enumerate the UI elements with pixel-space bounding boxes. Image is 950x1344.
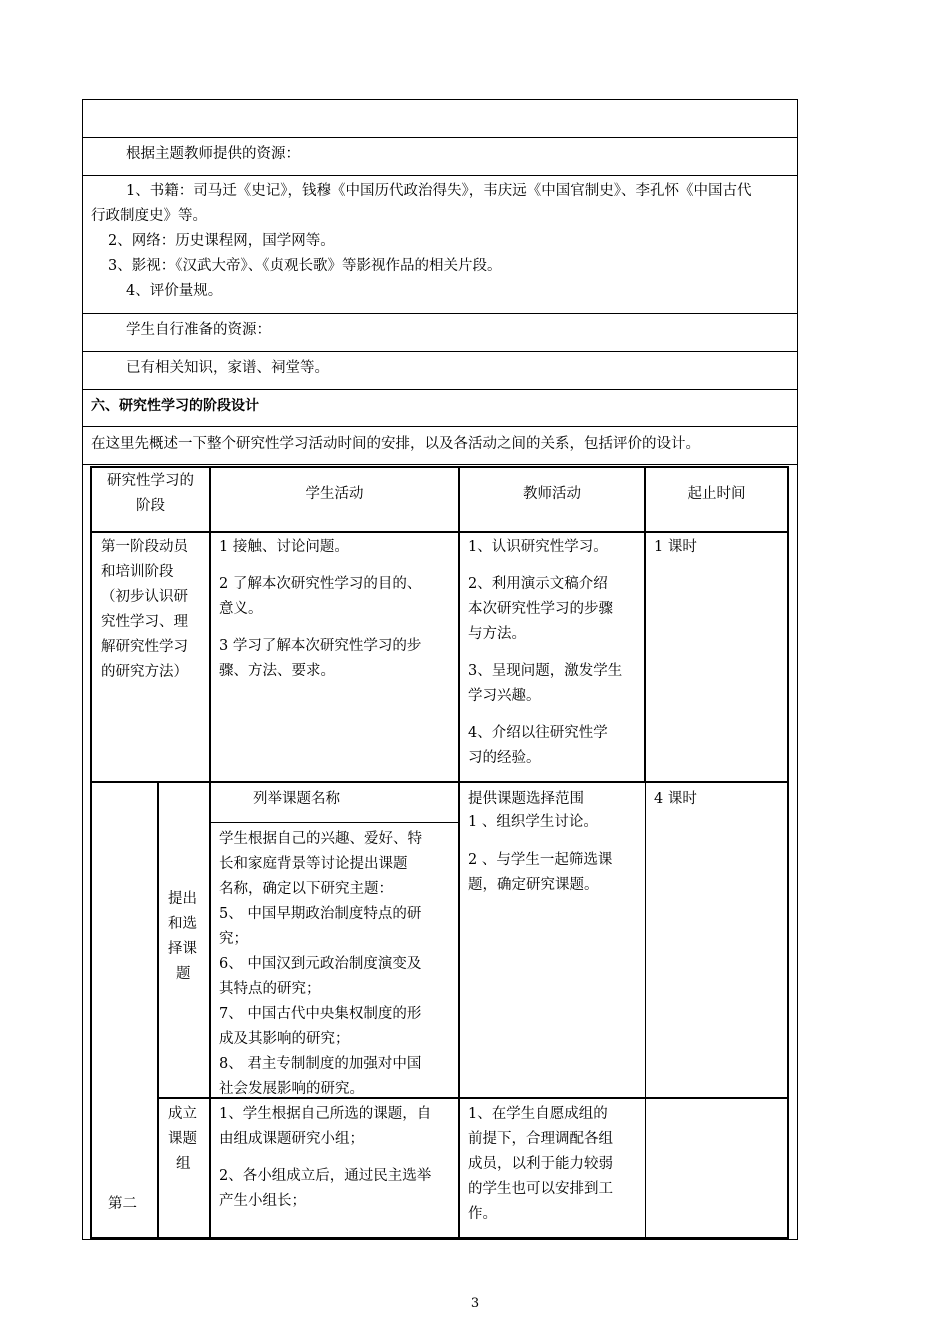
topic-line: 成及其影响的研究；	[219, 1031, 350, 1047]
stage2-teacher-line: 提供课题选择范围	[468, 791, 584, 807]
group-student-line: 1、学生根据自己所选的课题，自	[219, 1106, 432, 1122]
row-divider	[82, 175, 798, 176]
stage1-teacher-item: 4、介绍以往研究性学	[468, 725, 608, 741]
topic-list-title: 列举课题名称	[253, 791, 340, 807]
resource-item: 4、评价量规。	[126, 283, 223, 299]
stage-table-top	[90, 466, 789, 468]
stage-table-left	[90, 466, 92, 1239]
group-teacher-line: 前提下，合理调配各组	[468, 1131, 613, 1147]
resource-item: 2、网络：历史课程网，国学网等。	[108, 233, 335, 249]
row-divider	[82, 389, 798, 390]
substage2-label: 成立	[168, 1106, 197, 1122]
group-student-line: 2、各小组成立后，通过民主选举	[219, 1168, 432, 1184]
group-teacher-line: 成员，以利于能力较弱	[468, 1156, 613, 1172]
group-teacher-line: 1、在学生自愿成组的	[468, 1106, 608, 1122]
col-divider	[644, 466, 646, 782]
stage1-teacher-item: 与方法。	[468, 626, 526, 642]
group-teacher-line: 作。	[468, 1206, 497, 1222]
substage1-label: 和选	[168, 916, 197, 932]
topic-line: 8、 君主专制制度的加强对中国	[219, 1056, 422, 1072]
resource-item: 1、书籍：司马迁《史记》，钱穆《中国历代政治得失》，韦庆远《中国官制史》、李孔怀《中国古代	[126, 183, 752, 199]
topic-line: 6、 中国汉到元政治制度演变及	[219, 956, 422, 972]
stage1-text: 和培训阶段	[101, 564, 174, 580]
stage1-student-item: 意义。	[219, 601, 263, 617]
header-bottom	[90, 531, 789, 533]
stage1-teacher-item: 1、认识研究性学习。	[468, 539, 608, 555]
header-teacher: 教师活动	[523, 486, 581, 502]
group-student-line: 产生小组长；	[219, 1193, 306, 1209]
stage1-teacher-item: 习的经验。	[468, 750, 541, 766]
col-divider	[645, 782, 646, 1238]
col-divider	[209, 466, 211, 1239]
section-intro: 在这里先概述一下整个研究性学习活动时间的安排，以及各活动之间的关系，包括评价的设计。	[91, 436, 700, 452]
row-divider	[82, 464, 798, 465]
substage1-label: 题	[176, 966, 191, 982]
stage1-text: （初步认识研	[101, 589, 188, 605]
group-teacher-line: 的学生也可以安排到工	[468, 1181, 613, 1197]
topic-line: 5、 中国早期政治制度特点的研	[219, 906, 422, 922]
header-stage-line2: 阶段	[136, 498, 165, 514]
stage1-text: 究性学习、理	[101, 614, 188, 630]
page-number: 3	[470, 1296, 480, 1311]
row1-bottom	[90, 781, 789, 783]
stage2-teacher-line: 题，确定研究课题。	[468, 877, 599, 893]
stage1-student-item: 3 学习了解本次研究性学习的步	[219, 638, 422, 654]
row-divider	[82, 313, 798, 314]
stage2-label: 第二	[108, 1196, 137, 1212]
resource-item: 3、影视：《汉武大帝》、《贞观长歌》等影视作品的相关片段。	[108, 258, 502, 274]
stage1-teacher-item: 3、呈现问题，激发学生	[468, 663, 623, 679]
stage2-teacher-line: 1 、组织学生讨论。	[468, 814, 598, 830]
substage1-label: 提出	[168, 891, 197, 907]
stage1-time: 1 课时	[654, 539, 697, 555]
stage-table-right	[787, 466, 789, 1239]
substage2-label: 组	[176, 1156, 191, 1172]
group-student-line: 由组成课题研究小组；	[219, 1131, 364, 1147]
student-resources-text: 已有相关知识，家谱、祠堂等。	[126, 360, 329, 376]
stage1-student-item: 骤、方法、要求。	[219, 663, 335, 679]
stage1-teacher-item: 2、利用演示文稿介绍	[468, 576, 608, 592]
topic-line: 名称，确定以下研究主题：	[219, 881, 393, 897]
topic-line: 7、 中国古代中央集权制度的形	[219, 1006, 422, 1022]
topic-line: 社会发展影响的研究。	[219, 1081, 364, 1097]
col-divider	[458, 466, 460, 1239]
teacher-resources-heading: 根据主题教师提供的资源：	[126, 146, 300, 162]
stage1-teacher-item: 学习兴趣。	[468, 688, 541, 704]
stage1-teacher-item: 本次研究性学习的步骤	[468, 601, 613, 617]
topic-line: 其特点的研究；	[219, 981, 321, 997]
topic-line: 长和家庭背景等讨论提出课题	[219, 856, 408, 872]
stage1-text: 第一阶段动员	[101, 539, 188, 555]
row-divider	[82, 137, 798, 138]
resource-item: 行政制度史》等。	[91, 208, 207, 224]
substage-divider	[157, 782, 159, 1239]
cell-divider	[211, 822, 458, 823]
stage-table-bottom	[90, 1237, 789, 1239]
header-student: 学生活动	[305, 486, 364, 502]
stage2-time: 4 课时	[654, 791, 697, 807]
stage1-text: 解研究性学习	[101, 639, 188, 655]
row-divider	[82, 426, 798, 427]
topic-line: 究；	[219, 931, 248, 947]
stage1-text: 的研究方法）	[101, 664, 188, 680]
substage2-label: 课题	[168, 1131, 197, 1147]
stage1-student-item: 2 了解本次研究性学习的目的、	[219, 576, 422, 592]
header-stage-line1: 研究性学习的	[107, 473, 194, 489]
section-title: 六、研究性学习的阶段设计	[91, 398, 259, 414]
student-resources-heading: 学生自行准备的资源：	[126, 322, 271, 338]
substage1-label: 择课	[168, 941, 197, 957]
row-divider	[82, 351, 798, 352]
stage1-student-item: 1 接触、讨论问题。	[219, 539, 349, 555]
header-time: 起止时间	[687, 486, 746, 502]
stage2-teacher-line: 2 、与学生一起筛选课	[468, 852, 613, 868]
topic-line: 学生根据自己的兴趣、爱好、特	[219, 831, 422, 847]
